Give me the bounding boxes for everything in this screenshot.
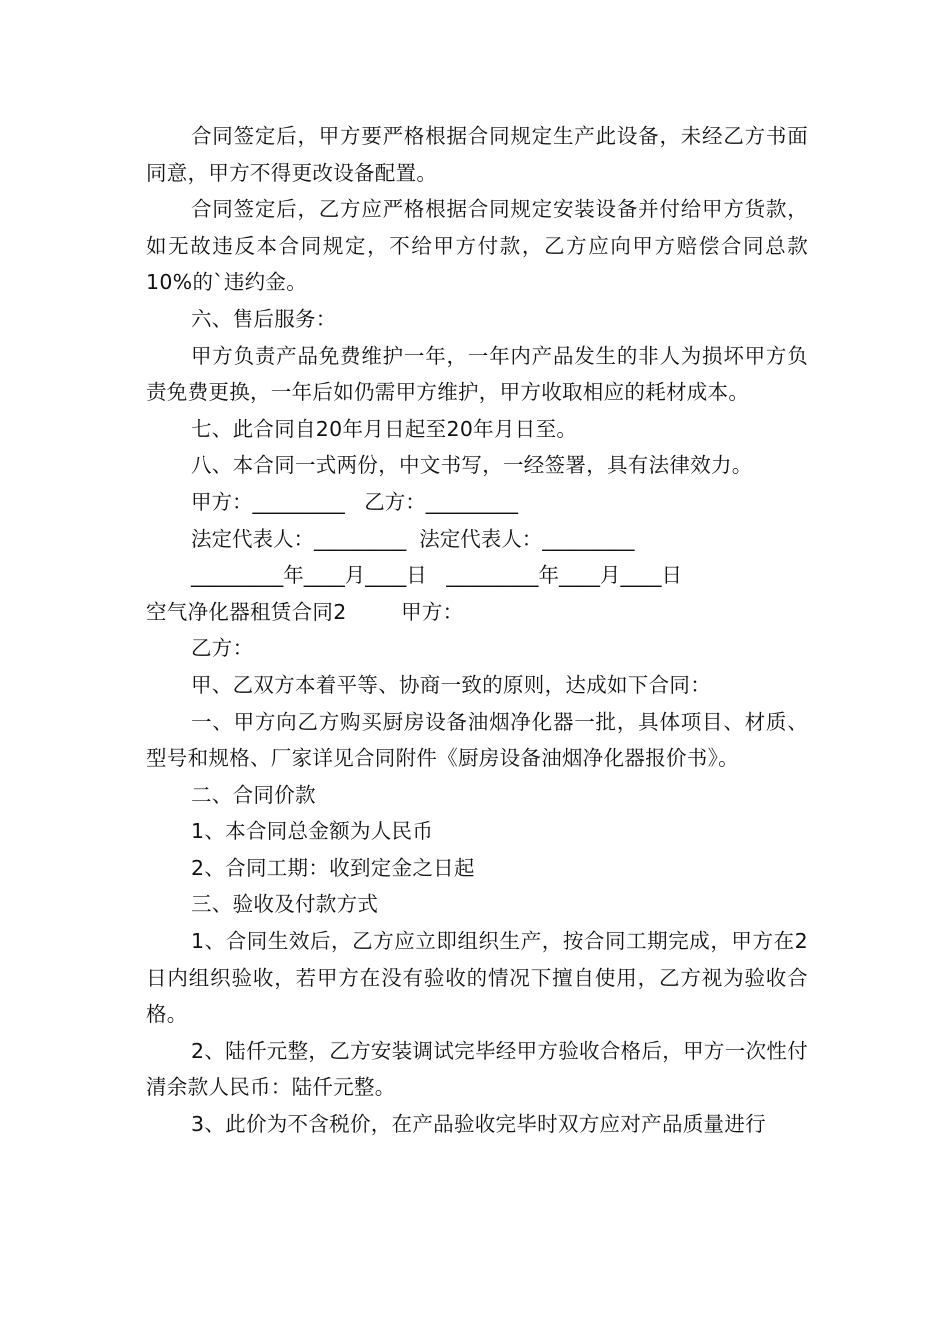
party-b-label: 乙方： (191, 636, 254, 661)
clause-acceptance-2: 2、陆仟元整，乙方安装调试完毕经甲方验收合格后，甲方一次性付清余款人民币：陆仟元整。 (146, 1038, 808, 1100)
clause-acceptance-1: 1、合同生效后，乙方应立即组织生产，按合同工期完成，甲方在2日内组织验收，若甲方在没有验收的情况下擅自使用，乙方视为验收合格。 (146, 929, 808, 1027)
section-heading-price: 二、合同价款 (191, 782, 316, 807)
paragraph-1: 合同签定后，甲方要严格根据合同规定生产此设备，未经乙方书面同意，甲方不得更改设备配置。 (146, 124, 808, 185)
paragraph-term: 七、此合同自20年月日起至20年月日至。 (191, 416, 578, 441)
paragraph-after-sales: 甲方负责产品免费维护一年，一年内产品发生的非人为损坏甲方负责免费更换，一年后如仍需甲方维护，甲方收取相应的耗材成本。 (146, 343, 808, 405)
clause-1-purchase: 一、甲方向乙方购买厨房设备油烟净化器一批，具体项目、材质、型号和规格、厂家详见合同附件《厨房设备油烟净化器报价书》。 (146, 709, 808, 771)
paragraph-principle: 甲、乙双方本着平等、协商一致的原则，达成如下合同： (191, 672, 711, 697)
signature-representative-line: 法定代表人：_________ 法定代表人：_________ (191, 526, 635, 551)
signature-party-line: 甲方：_________ 乙方：_________ (191, 489, 519, 514)
signature-date-line: _________年____月____日 _________年____月____日 (191, 563, 683, 588)
section-heading-after-sales: 六、售后服务： (191, 306, 337, 331)
paragraph-copies: 八、本合同一式两份，中文书写，一经签署，具有法律效力。 (191, 453, 753, 478)
paragraph-2: 合同签定后，乙方应严格根据合同规定安装设备并付给甲方货款，如无故违反本合同规定，不给甲方付款，乙方应向甲方赔偿合同总款10%的`违约金。 (146, 197, 808, 295)
document-page (146, 118, 808, 1143)
clause-price-1: 1、本合同总金额为人民币 (191, 819, 434, 844)
clause-acceptance-3: 3、此价为不含税价，在产品验收完毕时双方应对产品质量进行 (191, 1112, 766, 1137)
clause-price-2: 2、合同工期：收到定金之日起 (191, 855, 475, 880)
second-contract-title: 空气净化器租赁合同2 甲方： (146, 599, 464, 624)
section-heading-acceptance: 三、验收及付款方式 (191, 892, 379, 917)
